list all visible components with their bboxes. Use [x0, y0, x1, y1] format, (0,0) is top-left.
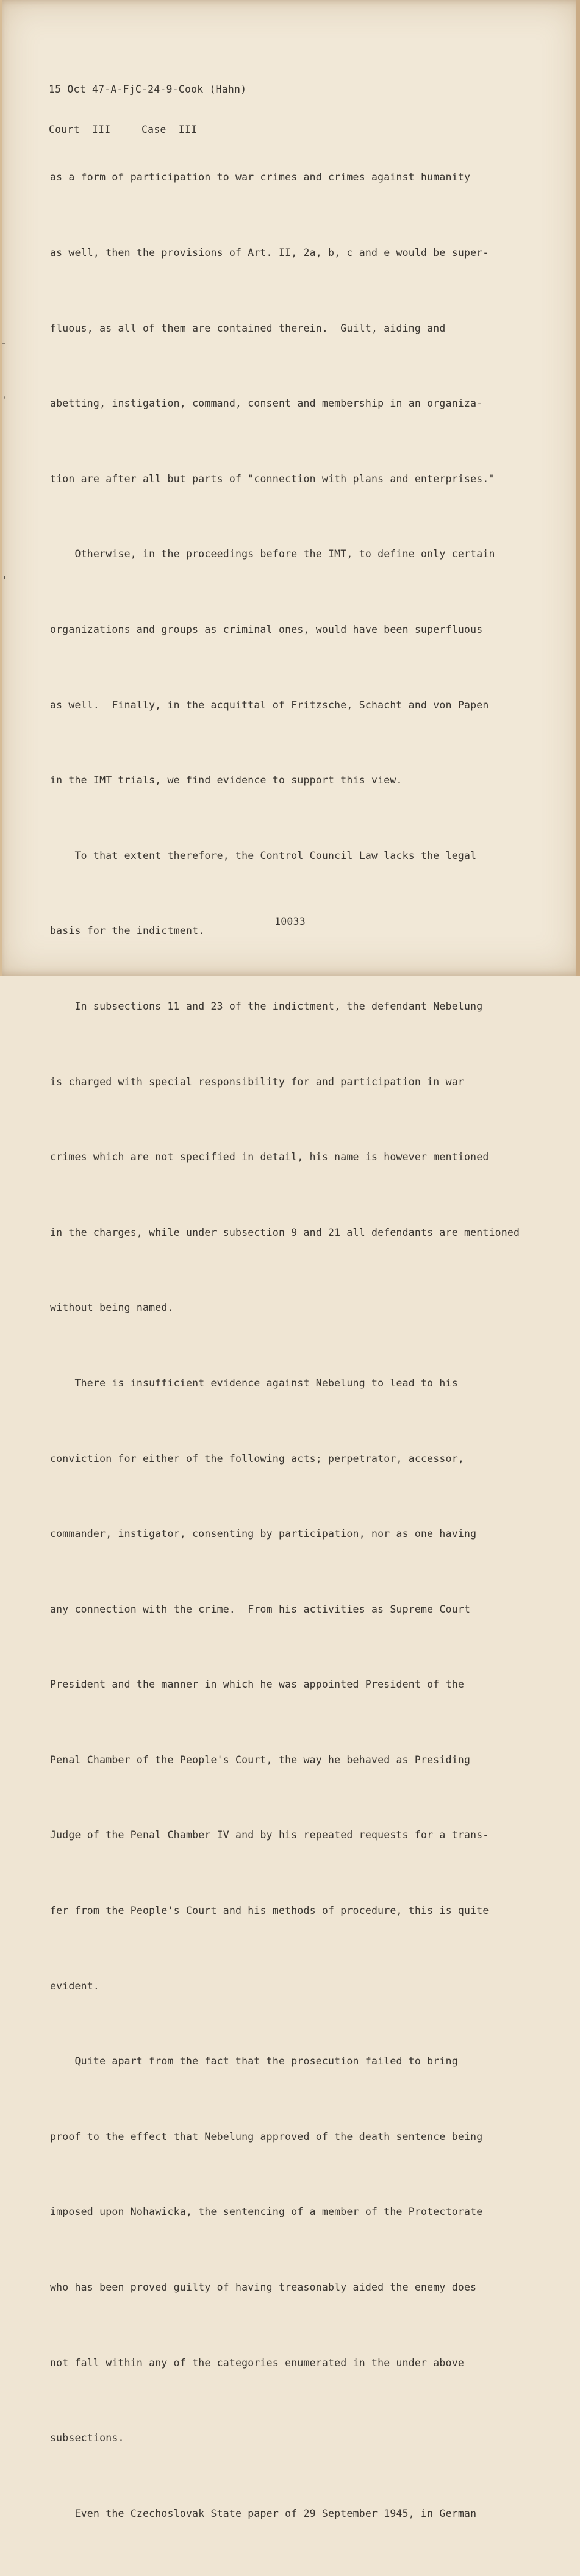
- text-line: organizations and groups as criminal ones, would have been superfluous: [50, 623, 483, 635]
- text-line: fer from the People's Court and his methods of procedure, this is quite: [50, 1905, 489, 1917]
- ink-speck: [2, 343, 5, 344]
- text-line: subsections.: [50, 2432, 124, 2444]
- text-line: abetting, instigation, command, consent and membership in an organiza-: [50, 398, 483, 410]
- text-line: is charged with special responsibility for and participation in war: [50, 1076, 464, 1088]
- text-line: conviction for either of the following acts; perpetrator, accessor,: [50, 1452, 464, 1465]
- text-line: any connection with the crime. From his activities as Supreme Court: [50, 1603, 471, 1615]
- text-line: as well. Finally, in the acquittal of Fritzsche, Schacht and von Papen: [50, 699, 489, 711]
- ink-speck: [4, 576, 5, 579]
- text-line: There is insufficient evidence against Nebelung to lead to his: [50, 1377, 458, 1389]
- text-line: imposed upon Nohawicka, the sentencing of a member of the Protectorate: [50, 2206, 483, 2218]
- text-line: in the charges, while under subsection 9 and 21 all defendants are mentioned: [50, 1226, 520, 1238]
- document-body: [50, 115, 520, 2576]
- text-line: as a form of participation to war crimes and crimes against humanity: [50, 171, 471, 184]
- text-line: not fall within any of the categories enumerated in the under above: [50, 2357, 464, 2369]
- text-line: commander, instigator, consenting by participation, nor as one having: [50, 1528, 477, 1540]
- page-number: 10033: [274, 916, 306, 927]
- ink-speck: [4, 396, 5, 399]
- text-line: To that extent therefore, the Control Council Law lacks the legal: [50, 849, 477, 862]
- text-line: who has been proved guilty of having treasonably aided the enemy does: [50, 2282, 477, 2294]
- page-right-edge: [576, 0, 580, 976]
- text-line: without being named.: [50, 1302, 174, 1314]
- page-left-edge: [0, 0, 2, 976]
- text-line: tion are after all but parts of "connection with plans and enterprises.": [50, 473, 495, 485]
- text-line: Judge of the Penal Chamber IV and by his repeated requests for a trans-: [50, 1829, 489, 1841]
- text-line: President and the manner in which he was appointed President of the: [50, 1679, 464, 1691]
- text-line: Penal Chamber of the People's Court, the way he behaved as Presiding: [50, 1754, 471, 1766]
- text-line: basis for the indictment.: [50, 925, 205, 937]
- text-line: Even the Czechoslovak State paper of 29 September 1945, in German: [50, 2507, 477, 2519]
- text-line: proof to the effect that Nebelung approved of the death sentence being: [50, 2130, 483, 2143]
- text-line: in the IMT trials, we find evidence to support this view.: [50, 774, 403, 787]
- text-line: as well, then the provisions of Art. II, 2a, b, c and e would be super-: [50, 247, 489, 259]
- header-line-court: Court III Case III: [49, 124, 198, 135]
- text-line: In subsections 11 and 23 of the indictment, the defendant Nebelung: [50, 1000, 483, 1012]
- text-line: Otherwise, in the proceedings before the IMT, to define only certain: [50, 548, 495, 560]
- header-line-case-reference: 15 Oct 47-A-FjC-24-9-Cook (Hahn): [49, 84, 247, 95]
- text-line: crimes which are not specified in detail, his name is however mentioned: [50, 1151, 489, 1163]
- text-line: Quite apart from the fact that the prosecution failed to bring: [50, 2055, 458, 2068]
- text-line: evident.: [50, 1980, 100, 1992]
- text-line: fluous, as all of them are contained therein. Guilt, aiding and: [50, 322, 446, 334]
